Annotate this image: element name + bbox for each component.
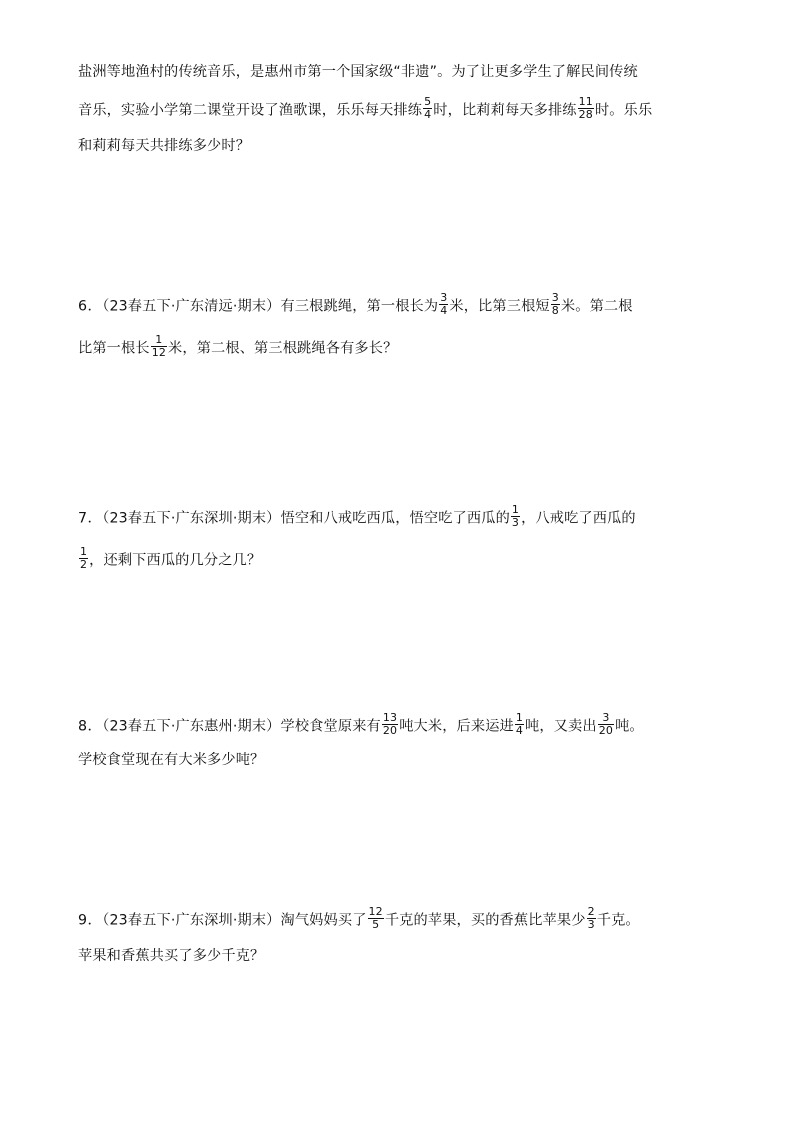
q5-fraction-2	[578, 96, 594, 121]
fraction-numerator: 3	[551, 291, 559, 304]
fraction-denominator: 4	[424, 108, 432, 121]
q7-line-1	[78, 503, 636, 531]
fraction-denominator: 20	[382, 724, 398, 737]
q8-text-1a: （23春五下·广东惠州·期末）学校食堂原来有	[102, 718, 381, 735]
fraction-numerator: 1	[80, 545, 88, 558]
q5-text-2c: 时。乐乐	[594, 102, 653, 119]
question-number: 8．	[78, 718, 103, 735]
q7-text-2b: ，还剩下西瓜的几分之几？	[89, 552, 262, 569]
q7-fraction-1	[511, 504, 520, 529]
q5-fraction-1	[423, 96, 432, 121]
question-number: 7．	[78, 510, 103, 527]
q7-text-1a: （23春五下·广东深圳·期末）悟空和八戒吃西瓜，悟空吃了西瓜的	[102, 510, 510, 527]
q6-fraction-1	[439, 292, 448, 317]
fraction-numerator: 13	[382, 711, 398, 724]
q5-text-2a: 音乐，实验小学第二课堂开设了渔歌课，乐乐每天排练	[78, 102, 423, 119]
q6-text-2a: 比第一根长	[78, 340, 150, 357]
q8-text-2: 学校食堂现在有大米多少吨？	[78, 752, 265, 768]
fraction-denominator: 20	[598, 724, 614, 737]
q5-line-1	[78, 62, 638, 82]
q5-line-3	[78, 136, 250, 156]
fraction-denominator: 3	[511, 516, 520, 529]
fraction-numerator: 11	[578, 95, 593, 108]
q9-fraction-1	[368, 906, 384, 931]
fraction-denominator: 5	[372, 918, 380, 931]
q5-line-2	[78, 95, 653, 123]
fraction-numerator: 2	[587, 905, 595, 918]
fraction-numerator: 3	[440, 291, 448, 304]
q9-text-2: 苹果和香蕉共买了多少千克？	[78, 948, 265, 964]
q7-text-1b: ，八戒吃了西瓜的	[521, 510, 636, 527]
fraction-denominator: 4	[440, 304, 448, 317]
q6-text-2b: 米，第二根、第三根跳绳各有多长？	[168, 340, 398, 357]
fraction-denominator: 3	[587, 918, 595, 931]
fraction-denominator: 2	[80, 558, 88, 571]
q8-line-1	[78, 711, 644, 739]
q7-fraction-2	[79, 546, 88, 571]
question-number: 9．	[78, 912, 103, 929]
fraction-numerator: 3	[598, 712, 614, 725]
question-number: 6．	[78, 298, 103, 315]
q5-text-1: 盐洲等地渔村的传统音乐，是惠州市第一个国家级“非遗”。为了让更多学生了解民间传统	[78, 64, 638, 80]
q9-text-1c: 千克。	[596, 912, 640, 929]
fraction-numerator: 1	[511, 503, 520, 516]
q5-text-2b: 时，比莉莉每天多排练	[433, 102, 577, 119]
fraction-numerator: 1	[515, 711, 524, 724]
fraction-numerator: 12	[368, 905, 383, 918]
q8-fraction-2	[515, 712, 524, 737]
q6-text-1a: （23春五下·广东清远·期末）有三根跳绳，第一根长为	[102, 298, 439, 315]
fraction-denominator: 28	[578, 108, 593, 121]
fraction-numerator: 5	[424, 95, 432, 108]
q8-text-1c: 吨，又卖出	[525, 718, 597, 735]
q6-text-1c: 米。第二根	[560, 298, 633, 315]
q5-text-3: 和莉莉每天共排练多少时？	[78, 138, 251, 154]
q8-fraction-1	[382, 712, 398, 737]
fraction-numerator: 1	[151, 334, 167, 347]
q9-text-1b: 千克的苹果，买的香蕉比苹果少	[384, 912, 586, 929]
q9-line-1	[78, 905, 640, 933]
q6-fraction-2	[551, 292, 560, 317]
q6-fraction-3	[151, 334, 167, 359]
q7-line-2	[78, 545, 262, 573]
q6-line-2	[78, 333, 398, 361]
q6-line-1	[78, 291, 633, 319]
q6-text-1b: 米，比第三根短	[449, 298, 550, 315]
q9-line-2	[78, 946, 264, 966]
q9-text-1a: （23春五下·广东深圳·期末）淘气妈妈买了	[102, 912, 367, 929]
fraction-denominator: 4	[515, 724, 524, 737]
q9-fraction-2	[587, 906, 596, 931]
q8-fraction-3	[598, 712, 614, 737]
q8-text-1b: 吨大米，后来运进	[399, 718, 514, 735]
fraction-denominator: 12	[151, 346, 167, 359]
fraction-denominator: 8	[551, 304, 559, 317]
q8-line-2	[78, 750, 264, 770]
q8-text-1d: 吨。	[615, 718, 644, 735]
